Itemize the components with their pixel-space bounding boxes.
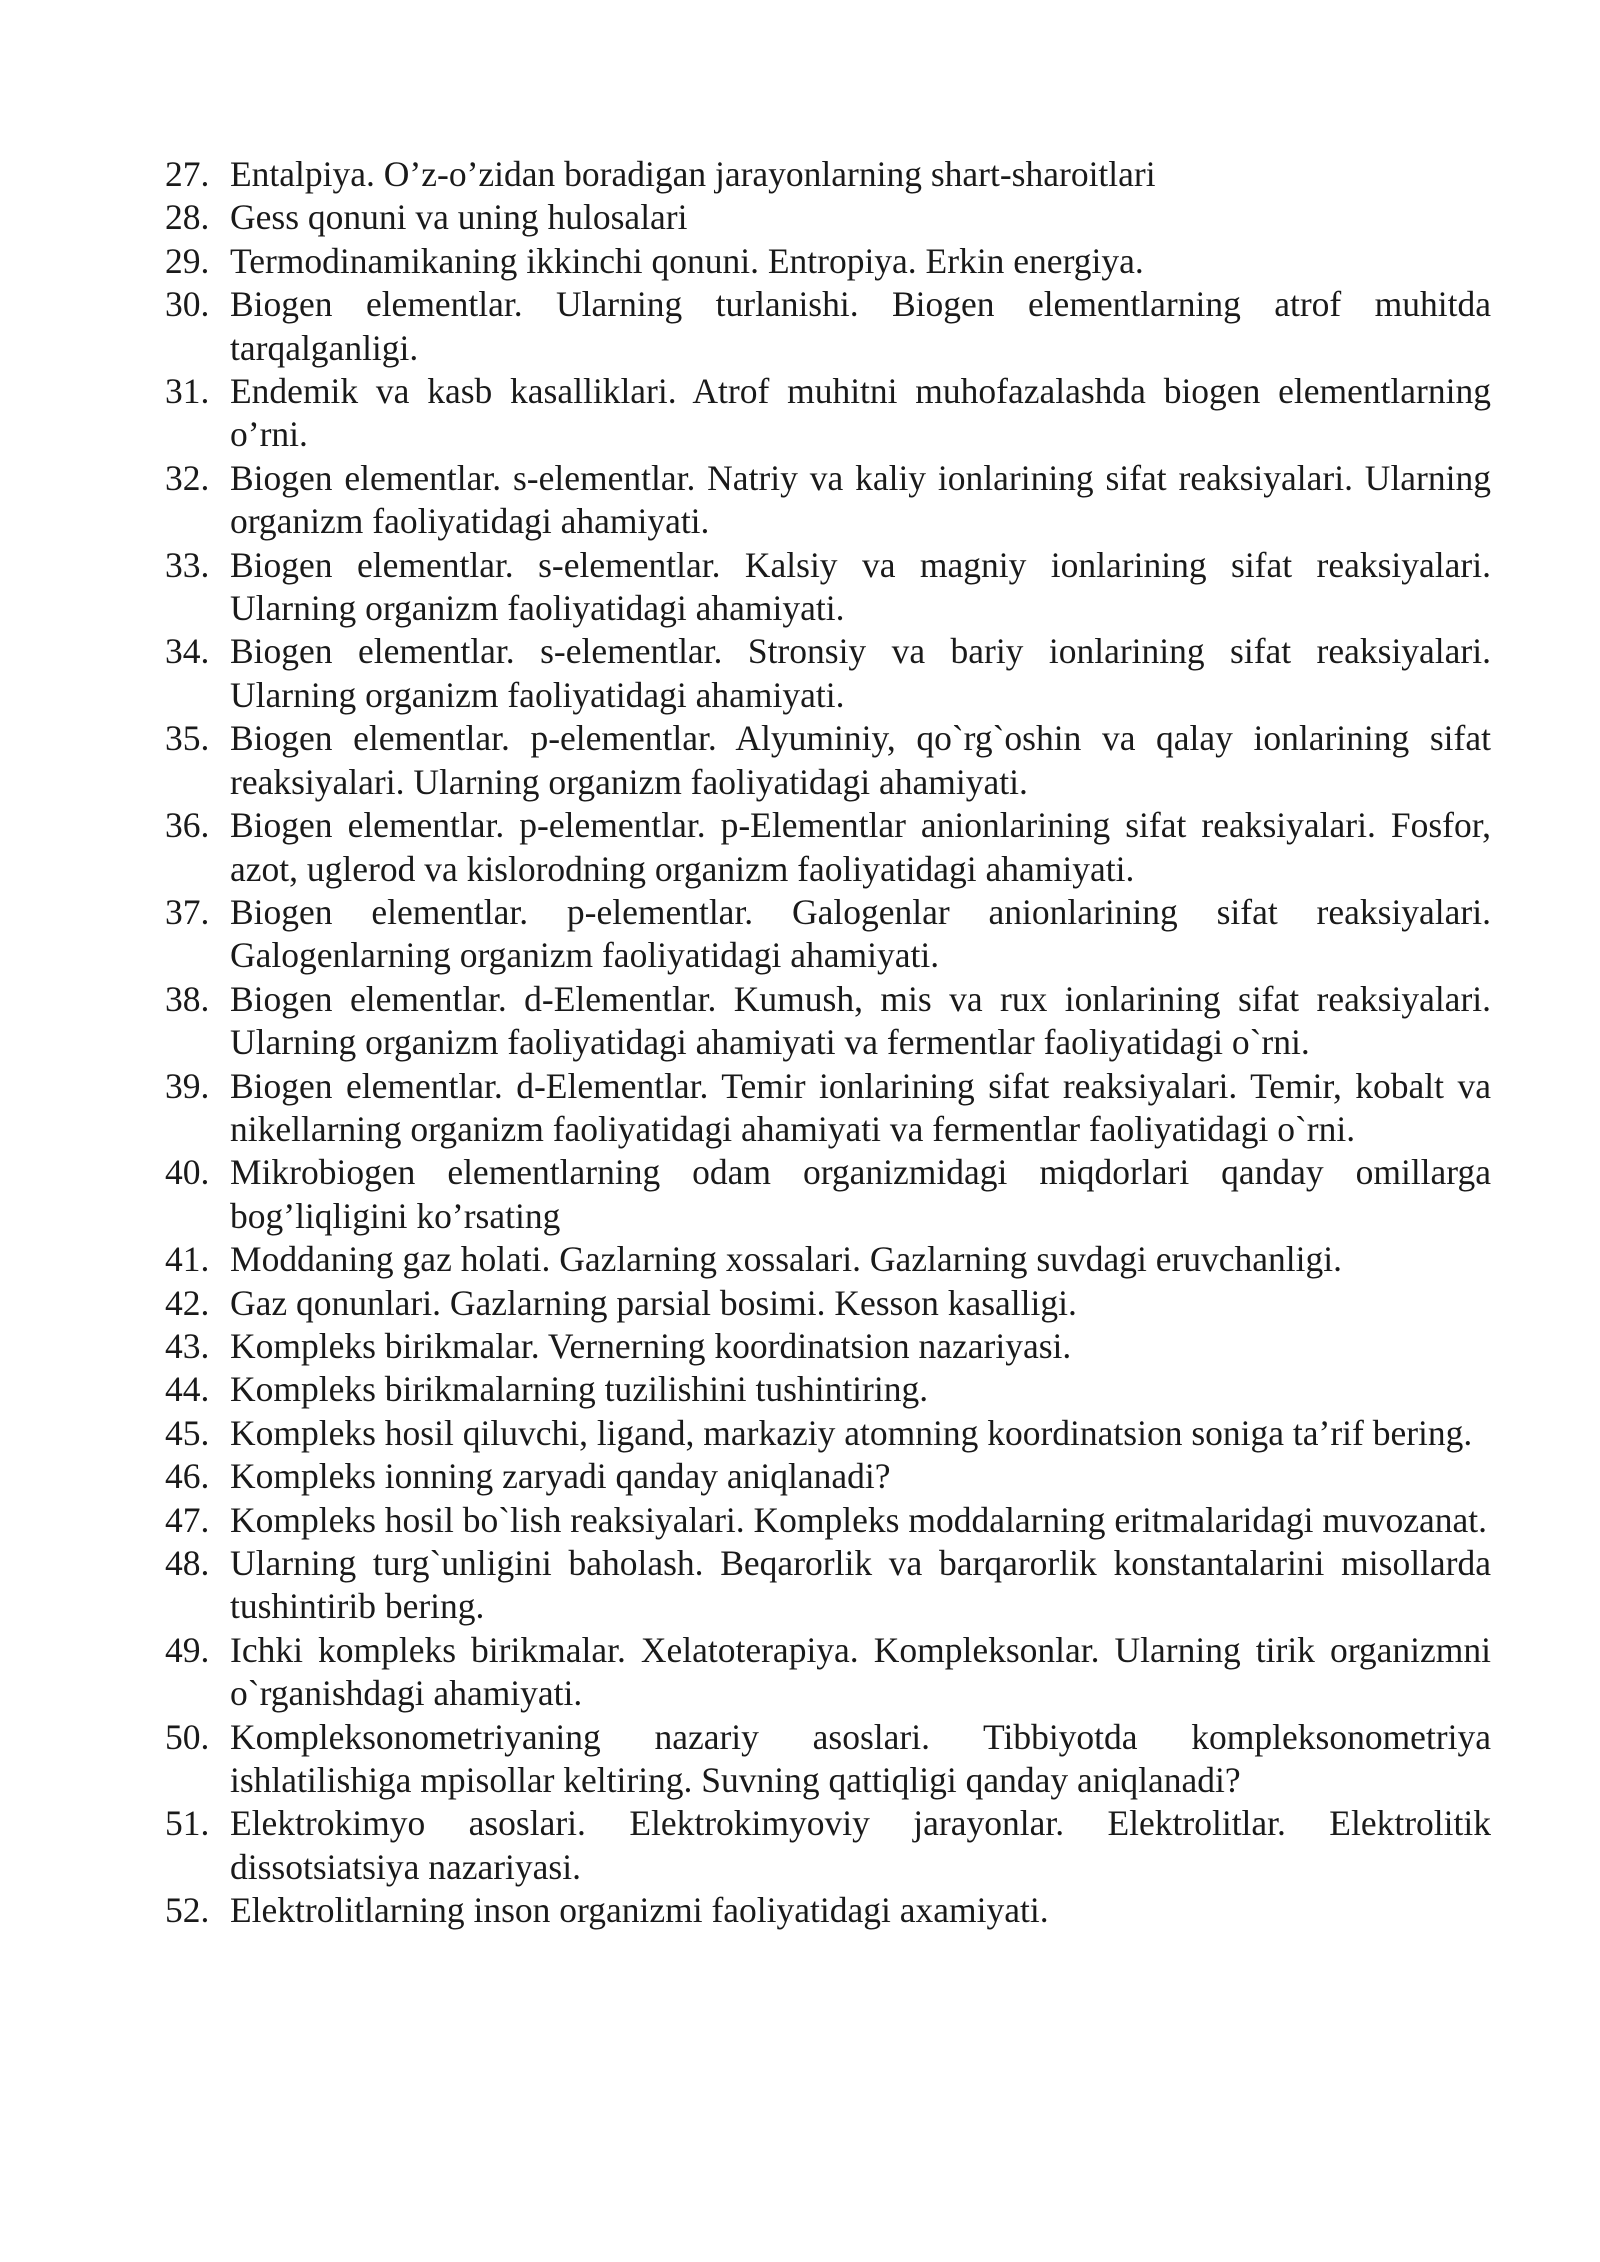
- question-text: Elektrolitlarning inson organizmi faoliyatidagi axamiyati.: [230, 1890, 1049, 1931]
- question-text: Biogen elementlar. p-elementlar. p-Elementlar anionlarining sifat reaksiyalari. Fosfor, azot, uglerod va kislorodning organizm faoliyatidagi ahamiyati.: [230, 805, 1491, 889]
- question-text: Ularning turg`unligini baholash. Beqarorlik va barqarorlik konstantalarini misollarda tushintirib bering.: [230, 1543, 1491, 1627]
- question-text: Termodinamikaning ikkinchi qonuni. Entropiya. Erkin energiya.: [230, 240, 1144, 281]
- question-item: [165, 1065, 1491, 1152]
- question-item: [165, 978, 1491, 1065]
- question-item: [165, 1716, 1491, 1803]
- question-item: [165, 1368, 1491, 1411]
- question-number: 46.: [165, 1456, 210, 1497]
- question-number: 34.: [165, 631, 210, 672]
- question-number: 30.: [165, 284, 210, 325]
- question-number: 29.: [165, 240, 210, 281]
- question-number: 45.: [165, 1412, 210, 1453]
- question-text: Biogen elementlar. d-Elementlar. Temir ionlarining sifat reaksiyalari. Temir, kobalt va nikellarning organizm faoliyatidagi ahamiyati va fermentlar faoliyatidagi o`rni.: [230, 1065, 1491, 1149]
- question-item: [165, 891, 1491, 978]
- question-text: Gess qonuni va uning hulosalari: [230, 197, 688, 238]
- question-number: 47.: [165, 1499, 210, 1540]
- question-number: 33.: [165, 544, 210, 585]
- question-item: [165, 804, 1491, 891]
- question-text: Biogen elementlar. p-elementlar. Alyuminiy, qo`rg`oshin va qalay ionlarining sifat reaksiyalari. Ularning organizm faoliyatidagi ahamiyati.: [230, 718, 1491, 802]
- question-number: 52.: [165, 1890, 210, 1931]
- question-number: 36.: [165, 805, 210, 846]
- question-item: [165, 1629, 1491, 1716]
- question-text: Biogen elementlar. p-elementlar. Galogenlar anionlarining sifat reaksiyalari. Galogenlarning organizm faoliyatidagi ahamiyati.: [230, 891, 1491, 976]
- question-number: 44.: [165, 1369, 210, 1410]
- question-text: Entalpiya. O’z-o’zidan boradigan jarayonlarning shart-sharoitlari: [230, 154, 1156, 194]
- question-text: Kompleks ionning zaryadi qanday aniqlanadi?: [230, 1456, 891, 1497]
- question-item: [165, 1282, 1491, 1325]
- question-number: 41.: [165, 1239, 210, 1280]
- question-number: 49.: [165, 1629, 210, 1670]
- question-number: 51.: [165, 1803, 210, 1844]
- question-item: [165, 283, 1491, 370]
- question-text: Kompleksonometriyaning nazariy asoslari. Tibbiyotda kompleksonometriya ishlatilishiga mpisollar keltiring. Suvning qattiqligi qanday aniqlanadi?: [230, 1716, 1491, 1801]
- question-number: 42.: [165, 1282, 210, 1323]
- question-text: Biogen elementlar. s-elementlar. Stronsiy va bariy ionlarining sifat reaksiyalari. Ularning organizm faoliyatidagi ahamiyati.: [230, 631, 1491, 715]
- question-number: 28.: [165, 197, 210, 238]
- question-number: 31.: [165, 371, 210, 412]
- question-item: [165, 1238, 1491, 1281]
- question-text: Ichki kompleks birikmalar. Xelatoterapiya. Kompleksonlar. Ularning tirik organizmni o`rganishdagi ahamiyati.: [230, 1629, 1491, 1714]
- question-text: Kompleks hosil qiluvchi, ligand, markaziy atomning koordinatsion soniga ta’rif bering.: [230, 1412, 1473, 1453]
- question-text: Biogen elementlar. s-elementlar. Kalsiy va magniy ionlarining sifat reaksiyalari. Ularning organizm faoliyatidagi ahamiyati.: [230, 544, 1491, 629]
- question-item: [165, 1499, 1491, 1542]
- question-number: 40.: [165, 1152, 210, 1193]
- question-item: [165, 240, 1491, 283]
- question-text: Mikrobiogen elementlarning odam organizmidagi miqdorlari qanday omillarga bog’liqligini ko’rsating: [230, 1152, 1491, 1236]
- question-number: 43.: [165, 1325, 210, 1366]
- question-text: Biogen elementlar. s-elementlar. Natriy va kaliy ionlarining sifat reaksiyalari. Ularning organizm faoliyatidagi ahamiyati.: [230, 457, 1491, 542]
- question-number: 27.: [165, 154, 210, 194]
- question-text: Biogen elementlar. d-Elementlar. Kumush, mis va rux ionlarining sifat reaksiyalari. Ularning organizm faoliyatidagi ahamiyati va fermentlar faoliyatidagi o`rni.: [230, 978, 1491, 1063]
- question-item: [165, 370, 1491, 457]
- question-item: [165, 1802, 1491, 1889]
- question-text: Gaz qonunlari. Gazlarning parsial bosimi. Kesson kasalligi.: [230, 1282, 1077, 1323]
- question-item: [165, 630, 1491, 717]
- question-list: [165, 153, 1491, 1933]
- question-number: 32.: [165, 457, 210, 498]
- question-item: [165, 1455, 1491, 1498]
- question-text: Kompleks birikmalarning tuzilishini tushintiring.: [230, 1369, 929, 1410]
- question-item: [165, 1889, 1491, 1932]
- question-text: Endemik va kasb kasalliklari. Atrof muhitni muhofazalashda biogen elementlarning o’rni.: [230, 371, 1491, 455]
- question-number: 38.: [165, 978, 210, 1019]
- question-number: 37.: [165, 891, 210, 932]
- question-item: [165, 717, 1491, 804]
- question-item: [165, 153, 1491, 196]
- question-number: 48.: [165, 1543, 210, 1583]
- question-item: [165, 1325, 1491, 1368]
- question-item: [165, 457, 1491, 544]
- question-number: 35.: [165, 718, 210, 759]
- question-item: [165, 196, 1491, 239]
- question-item: [165, 1151, 1491, 1238]
- question-text: Moddaning gaz holati. Gazlarning xossalari. Gazlarning suvdagi eruvchanligi.: [230, 1239, 1343, 1280]
- question-item: [165, 1542, 1491, 1629]
- question-number: 39.: [165, 1065, 210, 1106]
- question-item: [165, 544, 1491, 631]
- question-text: Biogen elementlar. Ularning turlanishi. Biogen elementlarning atrof muhitda tarqalganligi.: [230, 284, 1491, 368]
- question-number: 50.: [165, 1716, 210, 1757]
- question-item: [165, 1412, 1491, 1455]
- question-text: Kompleks hosil bo`lish reaksiyalari. Kompleks moddalarning eritmalaridagi muvozanat.: [230, 1499, 1487, 1540]
- question-text: Kompleks birikmalar. Vernerning koordinatsion nazariyasi.: [230, 1325, 1072, 1366]
- question-text: Elektrokimyo asoslari. Elektrokimyoviy jarayonlar. Elektrolitlar. Elektrolitik dissotsiatsiya nazariyasi.: [230, 1803, 1491, 1887]
